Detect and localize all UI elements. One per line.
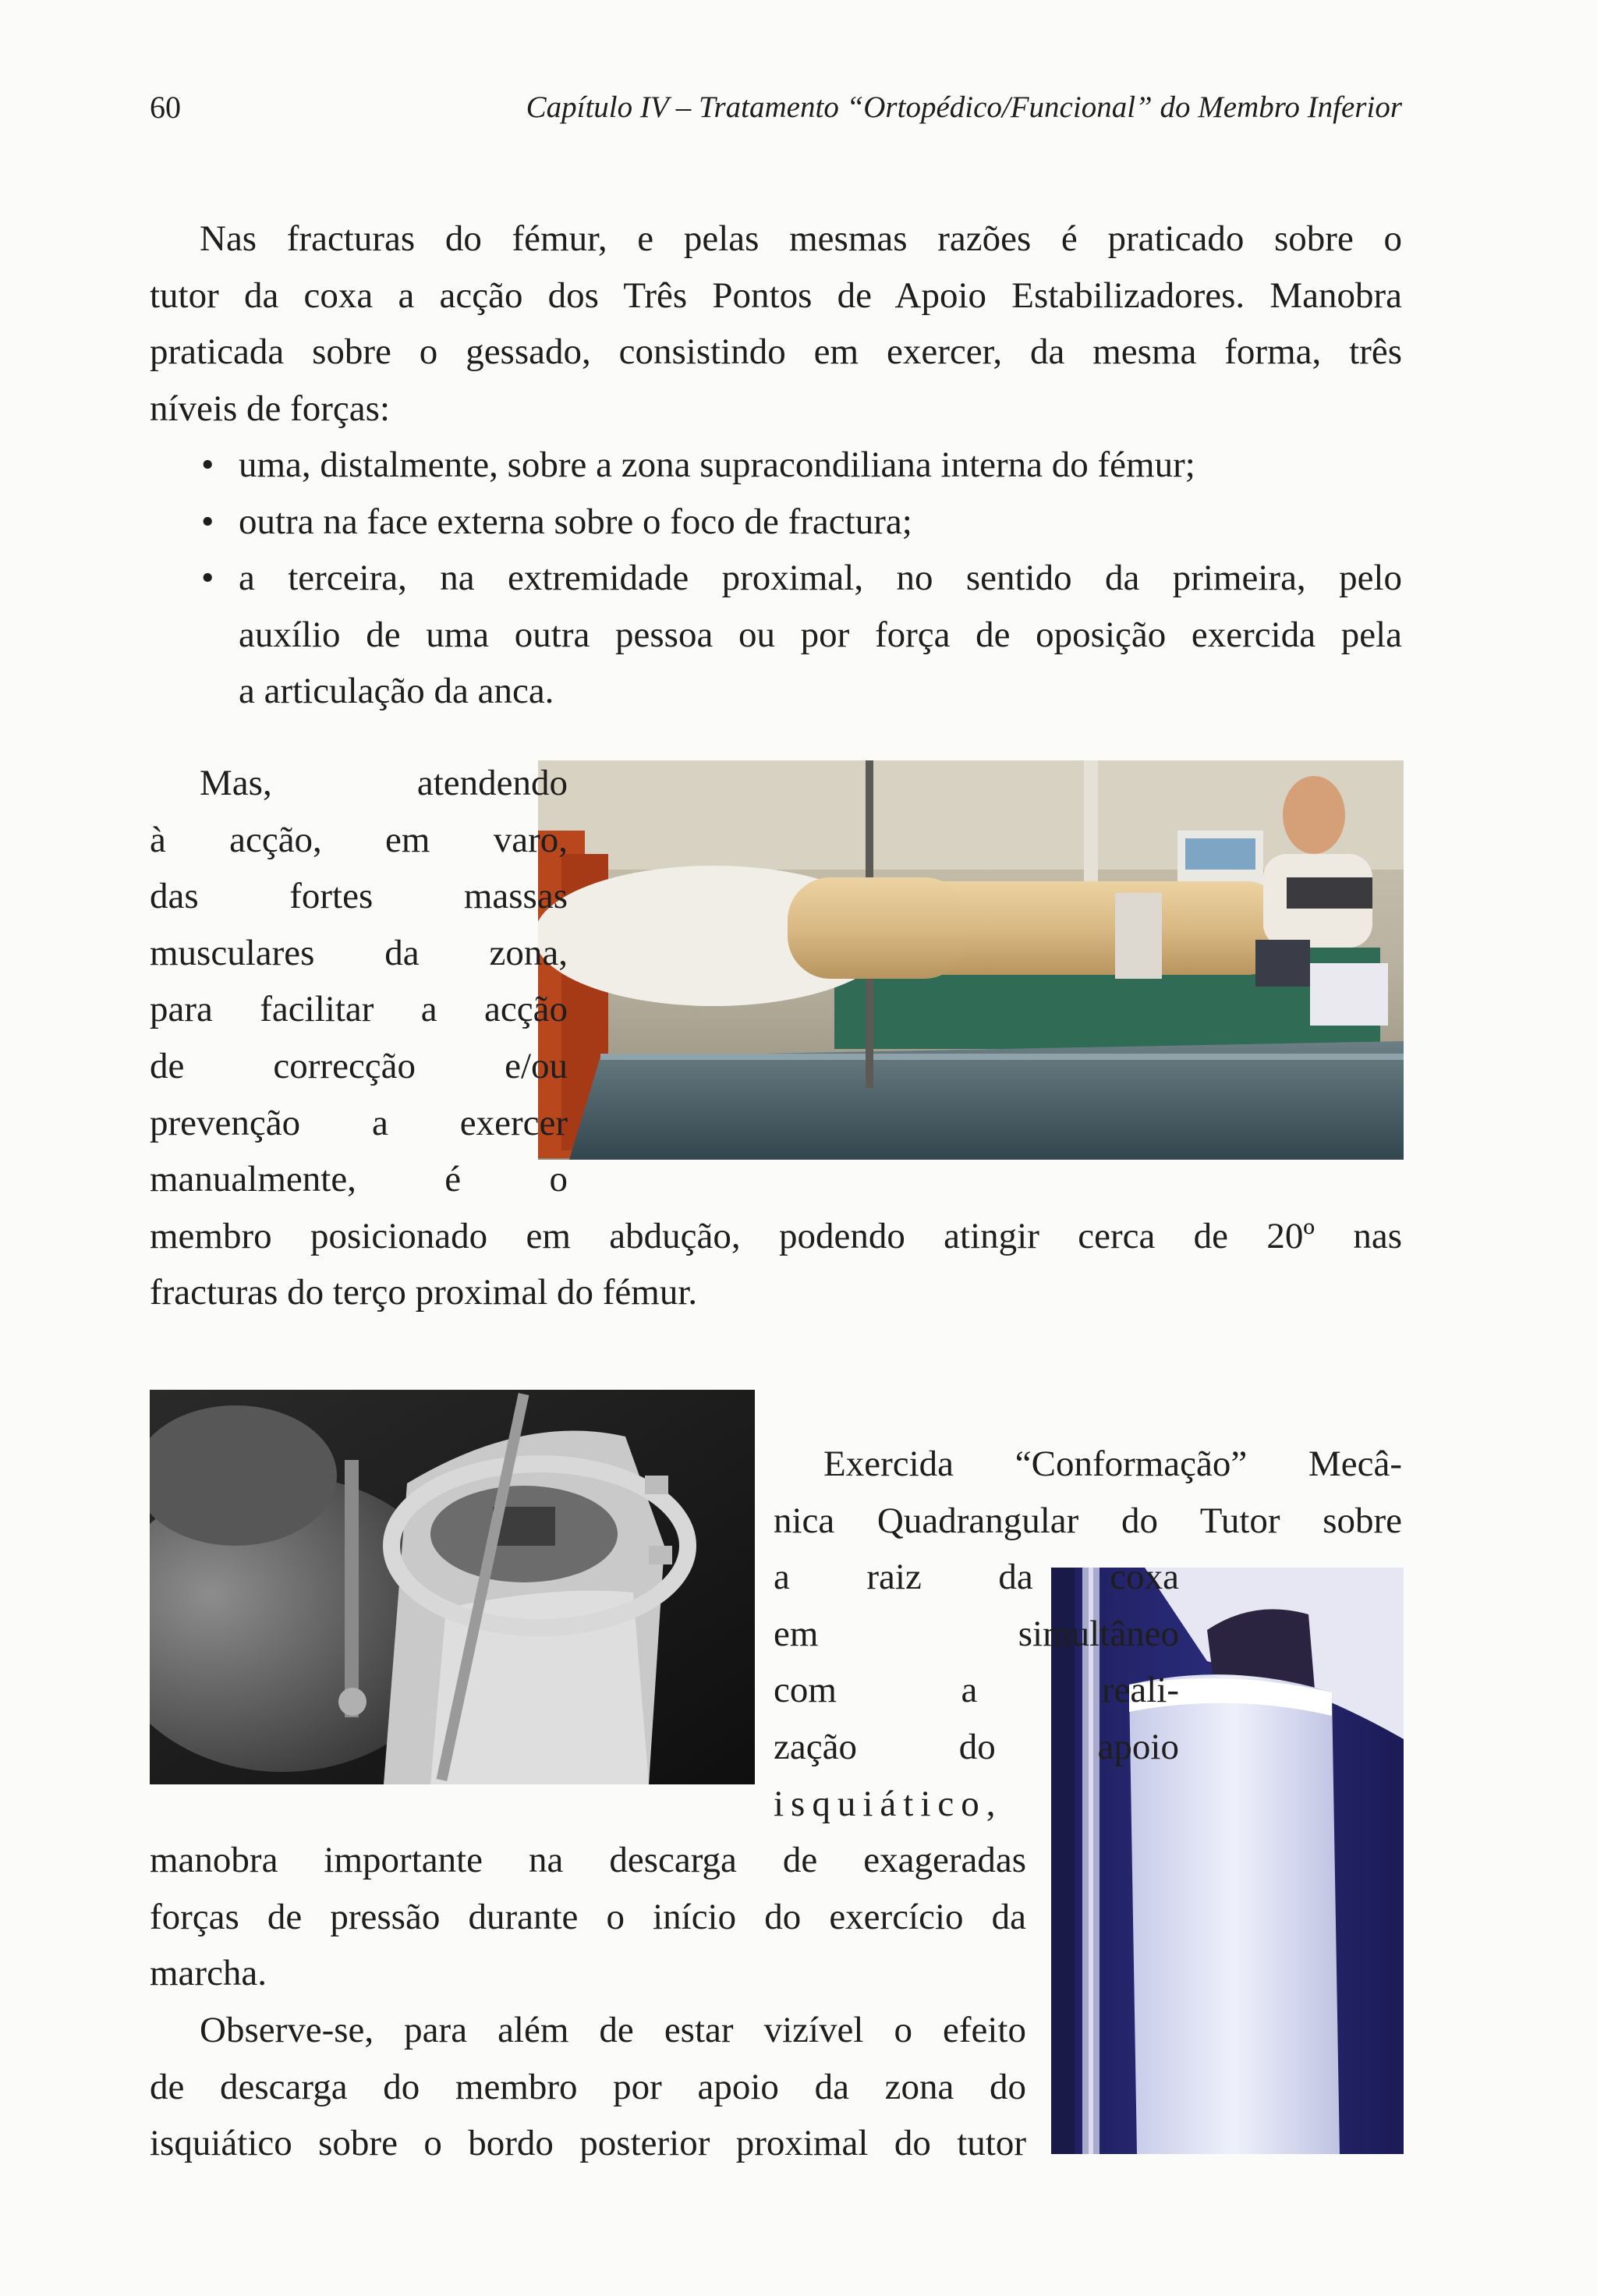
text-line: à acção, em varo, xyxy=(150,819,568,860)
text-line: Nas fracturas do fémur, e pelas mesmas razões é praticado sobre o xyxy=(200,218,1402,259)
text-line: isquiático, xyxy=(774,1783,1003,1824)
text-line: Observe-se, para além de estar vizível o efeito xyxy=(200,2010,1026,2050)
text-line: níveis de forças: xyxy=(150,388,391,429)
text-line: de descarga do membro por apoio da zona do xyxy=(150,2066,1026,2107)
list-item-text: uma, distalmente, sobre a zona supracondiliana interna do fémur; xyxy=(239,445,1195,485)
list-item-text: outra na face externa sobre o foco de fractura; xyxy=(239,501,912,542)
text-line: tutor da coxa a acção dos Três Pontos de Apoio Estabilizadores. Manobra xyxy=(150,275,1402,316)
list-item xyxy=(150,550,1402,607)
paragraph-observe xyxy=(150,2002,1026,2172)
text-line: em simultâneo xyxy=(774,1613,1179,1654)
bullet-icon: • xyxy=(201,558,214,599)
text-line: marcha. xyxy=(150,1953,267,1994)
text-line: a raiz da coxa xyxy=(774,1557,1179,1598)
text-line: isquiático sobre o bordo posterior proximal do tutor xyxy=(150,2123,1026,2164)
text-line: manobra importante na descarga de exageradas xyxy=(150,1840,1026,1881)
bullet-icon: • xyxy=(201,501,214,542)
text-line: forças de pressão durante o início do exercício da xyxy=(150,1896,1026,1937)
text-line: de correcção e/ou xyxy=(150,1045,568,1086)
text-line: manualmente, é o xyxy=(150,1159,568,1200)
text-line: fracturas do terço proximal do fémur. xyxy=(150,1272,698,1313)
text-line: Exercida “Conformação” Mecâ- xyxy=(823,1444,1402,1484)
list-item-text: a terceira, na extremidade proximal, no sentido da primeira, pelo xyxy=(239,558,1402,599)
running-title: Capítulo IV – Tratamento “Ortopédico/Funcional” do Membro Inferior xyxy=(526,90,1402,124)
bullet-icon: • xyxy=(201,445,214,485)
list-item xyxy=(150,494,1402,551)
paragraph-abduction xyxy=(150,755,1402,1321)
list-item-continuation: a articulação da anca. xyxy=(239,671,554,712)
text-line: das fortes massas xyxy=(150,876,568,917)
paragraph-quadrangular xyxy=(150,1436,1402,2002)
text-line: nica Quadrangular do Tutor sobre xyxy=(774,1500,1402,1541)
list-item-continuation: auxílio de uma outra pessoa ou por força de oposição exercida pela xyxy=(239,614,1402,655)
text-line: Mas, atendendo xyxy=(200,763,568,803)
text-line: prevenção a exercer xyxy=(150,1102,568,1143)
text-line: praticada sobre o gessado, consistindo em exercer, da mesma forma, três xyxy=(150,331,1402,373)
text-line: com a reali- xyxy=(774,1670,1179,1711)
page-number: 60 xyxy=(150,90,181,125)
text-line: membro posicionado em abdução, podendo atingir cerca de 20º nas xyxy=(150,1215,1402,1256)
text-line: musculares da zona, xyxy=(150,932,568,973)
text-line: zação do apoio xyxy=(774,1726,1179,1767)
list-item xyxy=(150,437,1402,494)
text-line: para facilitar a acção xyxy=(150,989,568,1030)
force-levels-list xyxy=(150,437,1402,720)
paragraph-intro xyxy=(150,211,1402,437)
